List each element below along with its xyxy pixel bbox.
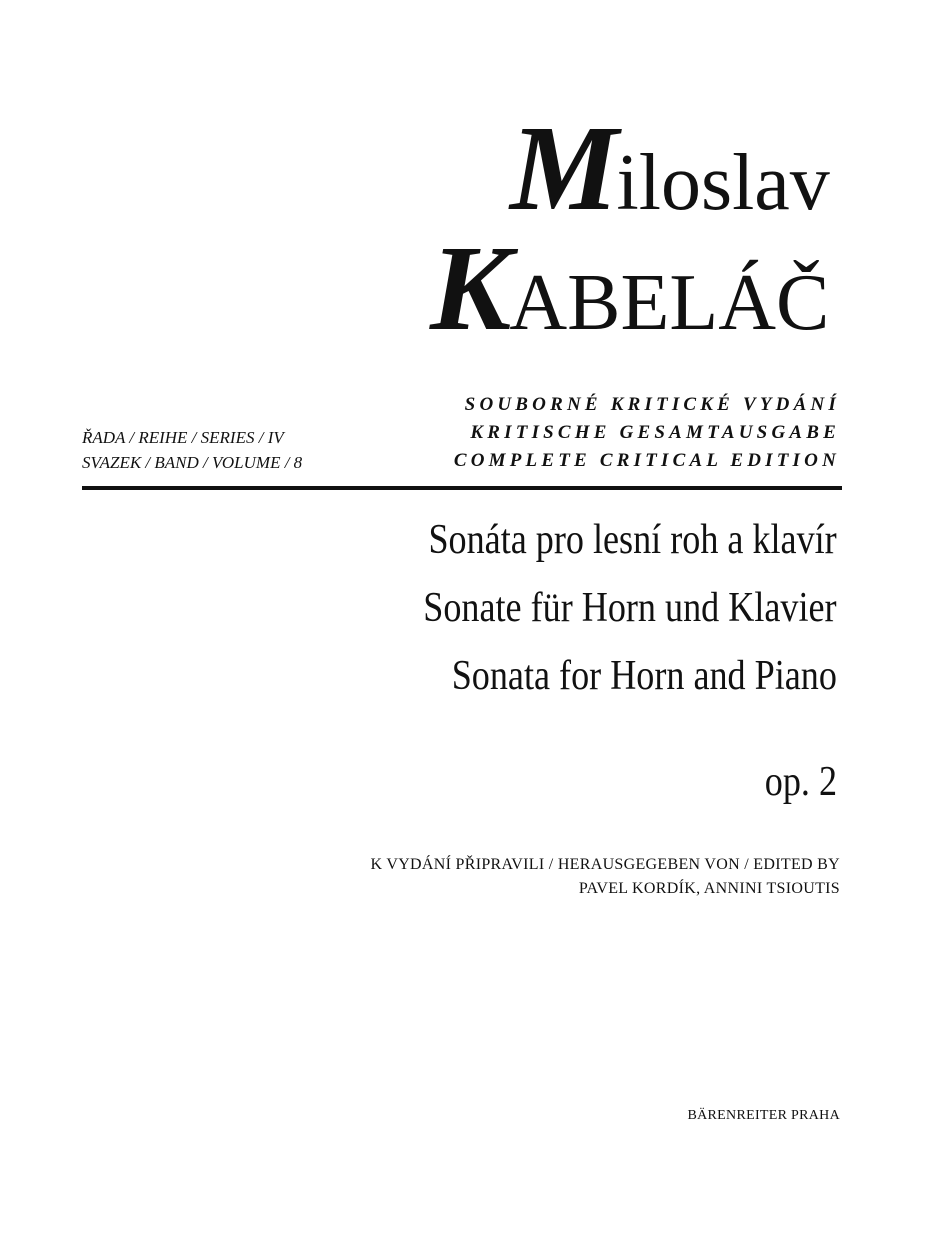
title-english: Sonata for Horn and Piano: [451, 653, 837, 699]
composer-last-rest: ABELÁČ: [509, 259, 830, 347]
title-czech: Sonáta pro lesní roh a klavír: [428, 517, 837, 563]
composer-last-initial: K: [430, 221, 510, 356]
volume-line: SVAZEK / BAND / VOLUME / 8: [82, 453, 303, 472]
series-line: ŘADA / REIHE / SERIES / IV: [82, 428, 284, 447]
edition-english: COMPLETE CRITICAL EDITION: [453, 450, 840, 471]
editors-label: K VYDÁNÍ PŘIPRAVILI / HERAUSGEGEBEN VON / EDITED BY: [370, 856, 840, 873]
edition-czech: SOUBORNÉ KRITICKÉ VYDÁNÍ: [464, 394, 840, 415]
divider-rule: [82, 486, 842, 490]
composer-first-rest: iloslav: [616, 139, 830, 227]
composer-first-name: [510, 101, 835, 236]
composer-first-initial: M: [510, 101, 617, 236]
composer-last-name: [430, 221, 835, 356]
editors-names: PAVEL KORDÍK, ANNINI TSIOUTIS: [578, 880, 840, 897]
opus-number: op. 2: [764, 759, 837, 805]
title-german: Sonate für Horn und Klavier: [423, 585, 837, 631]
edition-german: KRITISCHE GESAMTAUSGABE: [470, 422, 840, 443]
publisher: BÄRENREITER PRAHA: [687, 1108, 840, 1123]
